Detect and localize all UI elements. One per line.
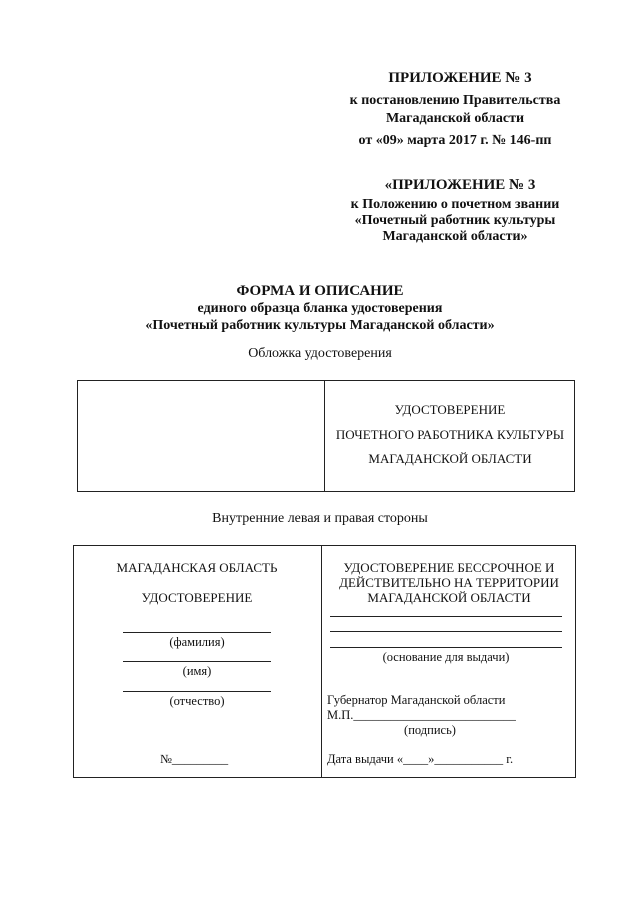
name-label: (имя) bbox=[182, 664, 212, 678]
patronymic-line bbox=[123, 691, 271, 692]
cover-right-line1: УДОСТОВЕРЕНИЕ bbox=[394, 402, 506, 417]
cover-divider bbox=[324, 380, 325, 492]
basis-line-2 bbox=[330, 631, 562, 632]
patronymic-label: (отчество) bbox=[169, 694, 225, 708]
appendix2-line3: Магаданской области» bbox=[382, 229, 528, 244]
appendix1-title: ПРИЛОЖЕНИЕ № 3 bbox=[388, 70, 532, 86]
inner-right-line3: МАГАДАНСКОЙ ОБЛАСТИ bbox=[367, 590, 531, 605]
inner-right-line2: ДЕЙСТВИТЕЛЬНО НА ТЕРРИТОРИИ bbox=[339, 575, 559, 590]
surname-line bbox=[123, 632, 271, 633]
signature-label: (подпись) bbox=[404, 723, 456, 737]
appendix1-line1: к постановлению Правительства bbox=[349, 93, 561, 108]
inner-divider bbox=[321, 545, 322, 778]
form-title-line2: единого образца бланка удостоверения bbox=[197, 301, 443, 316]
basis-line-1 bbox=[330, 616, 562, 617]
appendix2-line2: «Почетный работник культуры bbox=[354, 213, 556, 228]
form-title-line1: ФОРМА И ОПИСАНИЕ bbox=[236, 283, 404, 299]
basis-label: (основание для выдачи) bbox=[382, 650, 510, 664]
appendix1-line3: от «09» марта 2017 г. № 146-пп bbox=[358, 133, 552, 148]
surname-label: (фамилия) bbox=[169, 635, 225, 649]
appendix2-title: «ПРИЛОЖЕНИЕ № 3 bbox=[384, 177, 536, 193]
inner-left-region: МАГАДАНСКАЯ ОБЛАСТЬ bbox=[116, 560, 278, 575]
governor-label: Губернатор Магаданской области bbox=[327, 693, 506, 707]
form-title-line3: «Почетный работник культуры Магаданской области» bbox=[145, 318, 495, 333]
inner-left-doc: УДОСТОВЕРЕНИЕ bbox=[141, 590, 253, 605]
name-line bbox=[123, 661, 271, 662]
inner-right-line1: УДОСТОВЕРЕНИЕ БЕССРОЧНОЕ И bbox=[343, 560, 555, 575]
inner-caption: Внутренние левая и правая стороны bbox=[212, 511, 428, 526]
cover-right-line3: МАГАДАНСКОЙ ОБЛАСТИ bbox=[368, 451, 532, 466]
basis-line-3 bbox=[330, 647, 562, 648]
appendix1-line2: Магаданской области bbox=[385, 111, 525, 126]
appendix2-line1: к Положению о почетном звании bbox=[350, 197, 560, 212]
issue-date: Дата выдачи «____»___________ г. bbox=[327, 752, 514, 766]
seal-line: М.П.__________________________ bbox=[327, 708, 516, 722]
card-number: №_________ bbox=[160, 752, 229, 766]
cover-caption: Обложка удостоверения bbox=[248, 346, 392, 361]
cover-right-line2: ПОЧЕТНОГО РАБОТНИКА КУЛЬТУРЫ bbox=[335, 427, 565, 442]
